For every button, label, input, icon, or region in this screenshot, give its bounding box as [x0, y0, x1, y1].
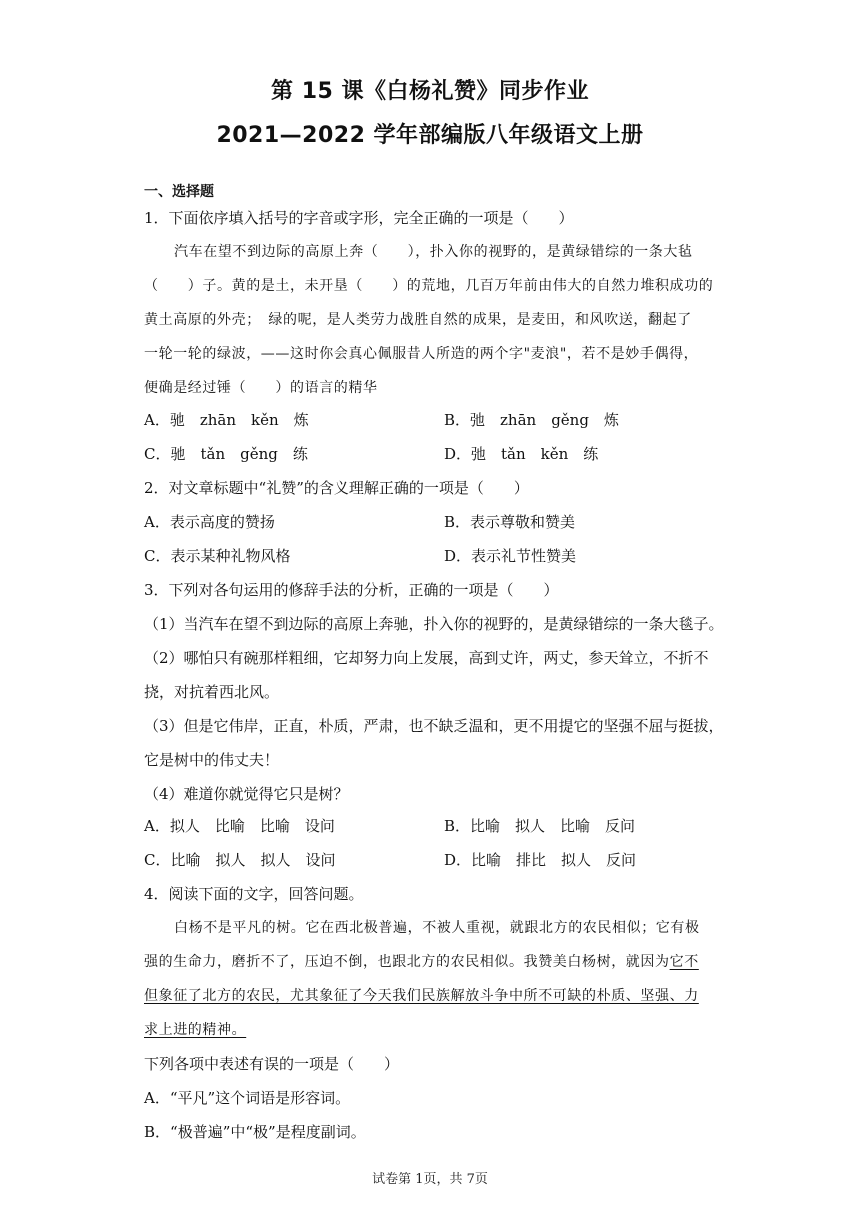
q1-option-a: A．驰 zhān kěn 炼 [144, 411, 309, 429]
page-footer: 试卷第 1页，共 7页 [372, 1172, 488, 1187]
section-heading: 一、选择题 [144, 184, 214, 200]
q4-passage-line: 白杨不是平凡的树。它在西北极普遍，不被人重视，就跟北方的农民相似；它有极 [174, 920, 700, 936]
question-1-stem: 1．下面依序填入括号的字音或字形，完全正确的一项是（ ） [144, 209, 574, 227]
q3-option-a: A．拟人 比喻 比喻 设问 [144, 817, 335, 835]
q1-passage-line: 汽车在望不到边际的高原上奔（ ），扑入你的视野的，是黄绿错综的一条大毡 [174, 244, 693, 260]
q4-underlined-text: 但象征了北方的农民，尤其象征了今天我们民族解放斗争中所不可缺的朴质、坚强、力 [144, 988, 699, 1004]
q1-passage-line: 一轮一轮的绿波，——这时你会真心佩服昔人所造的两个字"麦浪"，若不是妙手偶得， [144, 346, 699, 362]
q3-sentence: （2）哪怕只有碗那样粗细，它却努力向上发展，高到丈许，两丈，参天耸立，不折不 [144, 649, 709, 667]
question-4-stem: 4．阅读下面的文字，回答问题。 [144, 885, 364, 903]
q1-passage-line: （ ）子。黄的是土，未开垦（ ）的荒地，几百万年前由伟大的自然力堆积成功的 [144, 278, 714, 294]
q1-option-b: B．弛 zhān gěng 炼 [444, 411, 619, 429]
q4-passage-text: 强的生命力，磨折不了，压迫不倒，也跟北方的农民相似。我赞美白杨树，就因为 [144, 954, 670, 970]
q3-sentence: 它是树中的伟丈夫！ [144, 751, 280, 769]
q4-passage-line [144, 952, 724, 972]
question-2-stem: 2．对文章标题中“礼赞”的含义理解正确的一项是（ ） [144, 479, 529, 497]
q1-option-d: D．弛 tǎn kěn 练 [444, 445, 599, 463]
q3-sentence: （1）当汽车在望不到边际的高原上奔驰，扑入你的视野的，是黄绿错综的一条大毯子。 [144, 615, 724, 633]
q1-passage-line: 黄土高原的外壳； 绿的呢，是人类劳力战胜自然的成果，是麦田，和风吹送，翻起了 [144, 312, 692, 328]
q1-passage-line: 便确是经过锤（ ）的语言的精华 [144, 380, 378, 396]
q3-option-d: D．比喻 排比 拟人 反问 [444, 851, 637, 869]
q2-option-a: A．表示高度的赞扬 [144, 513, 275, 531]
question-3-stem: 3．下列对各句运用的修辞手法的分析，正确的一项是（ ） [144, 581, 559, 599]
page-title: 第 15 课《白杨礼赞》同步作业 [271, 79, 589, 104]
q2-option-d: D．表示礼节性赞美 [444, 547, 577, 565]
q3-option-b: B．比喻 拟人 比喻 反问 [444, 817, 636, 835]
page-subtitle: 2021—2022 学年部编版八年级语文上册 [216, 123, 644, 148]
q3-option-c: C．比喻 拟人 拟人 设问 [144, 851, 336, 869]
q4-underlined-text: 它不 [669, 954, 699, 970]
q3-sentence: （3）但是它伟岸，正直，朴质，严肃，也不缺乏温和，更不用提它的坚强不屈与挺拔， [144, 717, 724, 735]
q4-option-b: B．“极普遍”中“极”是程度副词。 [144, 1123, 366, 1141]
q4-question: 下列各项中表述有误的一项是（ ） [144, 1055, 400, 1073]
q2-option-b: B．表示尊敬和赞美 [444, 513, 576, 531]
q4-option-a: A．“平凡”这个词语是形容词。 [144, 1089, 351, 1107]
q1-option-c: C．驰 tǎn gěng 练 [144, 445, 308, 463]
q3-sentence: （4）难道你就觉得它只是树？ [144, 785, 349, 803]
q2-option-c: C．表示某种礼物风格 [144, 547, 291, 565]
q4-underlined-text: 求上进的精神。 [144, 1022, 247, 1038]
q3-sentence: 挠，对抗着西北风。 [144, 683, 280, 701]
